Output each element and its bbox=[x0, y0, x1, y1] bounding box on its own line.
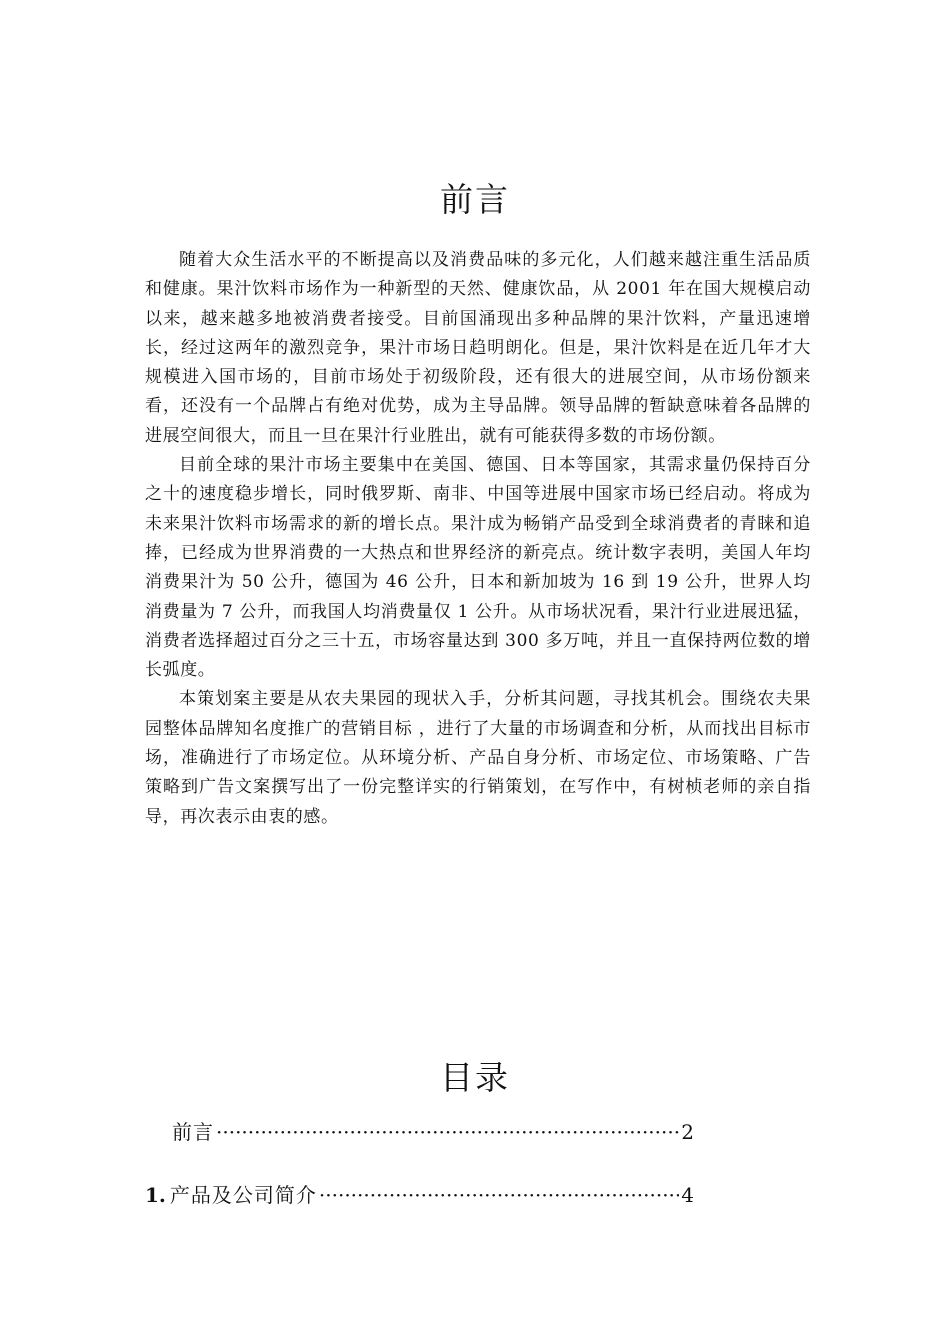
preface-title: 前言 bbox=[440, 180, 510, 219]
preface-body bbox=[145, 246, 811, 832]
toc-dot-leader bbox=[216, 1117, 679, 1147]
toc-entry-product-intro[interactable] bbox=[145, 1180, 694, 1210]
toc-dot-leader bbox=[319, 1180, 679, 1210]
toc-entry-label: 前言 bbox=[172, 1120, 214, 1144]
toc-entry-number: 1. bbox=[145, 1183, 166, 1207]
preface-paragraph: 目前全球的果汁市场主要集中在美国、德国、日本等国家，其需求量仍保持百分之十的速度稳步增长，同时俄罗斯、南非、中国等进展中国家市场已经启动。将成为未来果汁饮料市场需求的新的增长点。果汁成为畅销产品受到全球消费者的青睐和追捧，已经成为世界消费的一大热点和世界经济的新亮点。统计数字表明，美国人年均消费果汁为 50 公升，德国为 46 公升，日本和新加坡为 16 到 19 公升，世界人均消费量为 7 公升，而我国人均消费量仅 1 公升。从市场状况看，果汁行业进展迅猛，消费者选择超过百分之三十五，市场容量达到 300 多万吨，并且一直保持两位数的增长弧度。 bbox=[145, 455, 811, 681]
toc-entry-page: 2 bbox=[681, 1120, 694, 1144]
preface-paragraph: 本策划案主要是从农夫果园的现状入手，分析其问题，寻找其机会。围绕农夫果园整体品牌知名度推广的营销目标 ，进行了大量的市场调查和分析，从而找出目标市场，准确进行了市场定位。从环境分析、产品自身分析、市场定位、市场策略、广告策略到广告文案撰写出了一份完整详实的行销策划，在写作中，有树桢老师的亲自指导，再次表示由衷的感。 bbox=[145, 689, 811, 827]
toc-entry-label: 产品及公司简介 bbox=[169, 1183, 317, 1207]
toc-title: 目录 bbox=[440, 1058, 510, 1097]
preface-paragraph: 随着大众生活水平的不断提高以及消费品味的多元化，人们越来越注重生活品质和健康。果汁饮料市场作为一种新型的天然、健康饮品，从 2001 年在国大规模启动以来，越来越多地被消费者接受。目前国涌现出多种品牌的果汁饮料，产量迅速增长，经过这两年的激烈竞争，果汁市场日趋明朗化。但是，果汁饮料是在近几年才大规模进入国市场的，目前市场处于初级阶段，还有很大的进展空间，从市场份额来看，还没有一个品牌占有绝对优势，成为主导品牌。领导品牌的暂缺意味着各品牌的进展空间很大，而且一旦在果汁行业胜出，就有可能获得多数的市场份额。 bbox=[145, 250, 811, 446]
toc-entry-preface[interactable] bbox=[172, 1117, 694, 1147]
toc-entry-page: 4 bbox=[681, 1183, 694, 1207]
